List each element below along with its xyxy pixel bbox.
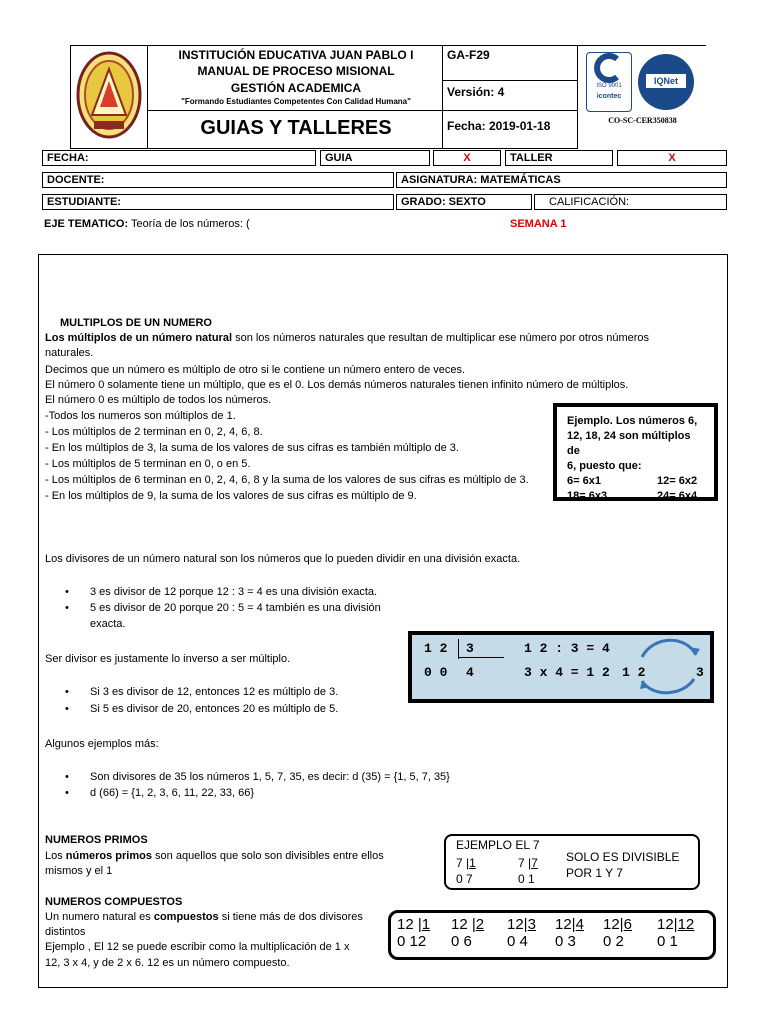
ex1-d: 24= 6x4 [657, 490, 698, 502]
mas-bullet-1: • Son divisores de 35 los números 1, 5, 7, 35, es decir: d (35) = {1, 5, 7, 35} [65, 771, 450, 783]
school-crest-logo [74, 49, 144, 145]
ex4-item-1: 12 |2 0 6 [451, 916, 485, 950]
ex3-r1-left: 7 |1 [456, 856, 476, 870]
divisores-intro: Los divisores de un número natural son los números que lo pueden dividir en una división exacta. [45, 553, 521, 565]
comp-line3: Ejemplo , El 12 se puede escribir como la multiplicación de 1 x [45, 941, 350, 953]
line-1: El número 0 solamente tiene un múltiplo, que es el 0. Los demás números naturales tienen infinito número de múltiplos. [45, 379, 629, 391]
primos-title: NUMEROS PRIMOS [45, 834, 148, 846]
institution-name: INSTITUCIÓN EDUCATIVA JUAN PABLO I [178, 48, 414, 62]
header-table [70, 45, 706, 149]
ex1-a: 6= 6x1 [567, 475, 601, 487]
ex2-b: 3 [466, 641, 474, 656]
eje-tematico [44, 217, 250, 231]
iqnet-logo [638, 54, 694, 110]
logo-cell [70, 45, 148, 149]
ex4-item-5: 12|12 0 1 [657, 916, 695, 950]
mas-ejemplos: Algunos ejemplos más: [45, 738, 159, 750]
title-divider [148, 110, 442, 111]
def-rest: son los números naturales que resultan de multiplicar ese número por otros números [232, 332, 650, 344]
icontec-swirl-icon [587, 53, 631, 83]
cert-cell [577, 45, 706, 149]
ex2-c: 0 0 [424, 665, 448, 680]
semana-label: SEMANA 1 [510, 218, 567, 230]
ex4-item-3: 12|4 0 3 [555, 916, 584, 950]
gestion-name: GESTIÓN ACADEMICA [230, 81, 362, 95]
title-cell [147, 45, 443, 149]
div-bullet-2: • 5 es divisor de 20 porque 20 : 5 = 4 también es una división [65, 602, 381, 614]
ex1-b: 12= 6x2 [657, 475, 698, 487]
guia-mark[interactable]: X [433, 150, 501, 166]
example-compuesto-box [388, 910, 716, 960]
icontec-iso-logo [586, 52, 632, 112]
primos-definition: Los números primos son aquellos que solo son divisibles entre ellos [45, 850, 384, 862]
ex3-r2-right: 0 1 [518, 872, 535, 886]
compuestos-title: NUMEROS COMPUESTOS [45, 896, 183, 908]
line-8: - En los múltiplos de 9, la suma de los valores de sus cifras es múltiplo de 9. [45, 490, 417, 502]
multiplos-title: MULTIPLOS DE UN NUMERO [60, 317, 212, 329]
line-7: - Los múltiplos de 6 terminan en 0, 2, 4, 6, 8 y la suma de los valores de sus cifras es múltiplo de 3. [45, 474, 529, 486]
example-multiplos-box [553, 403, 718, 501]
cycle-arrows-icon [634, 637, 704, 697]
div-bullet-1: • 3 es divisor de 12 porque 12 : 3 = 4 es una división exacta. [65, 586, 378, 598]
ex2-g: 1 2 [622, 665, 646, 680]
multiplos-definition [45, 331, 705, 346]
comp-line2: distintos [45, 926, 86, 938]
ex2-a: 1 2 [424, 641, 448, 656]
ex1-line2: 12, 18, 24 son múltiplos de [567, 430, 691, 457]
inv-bullet-2: • Si 5 es divisor de 20, entonces 20 es múltiplo de 5. [65, 703, 339, 715]
line-3: -Todos los numeros son múltiplos de 1. [45, 410, 236, 422]
iso-label: ISO 9001 [596, 83, 622, 89]
ex2-e: 1 2 : 3 = 4 [524, 641, 610, 656]
primos-line2: mismos y el 1 [45, 865, 113, 877]
fecha-field[interactable]: FECHA: [42, 150, 316, 166]
example-division-box [408, 631, 714, 703]
ex1-c: 18= 6x3 [567, 490, 608, 502]
inv-bullet-1: • Si 3 es divisor de 12, entonces 12 es múltiplo de 3. [65, 686, 339, 698]
guia-label: GUIA [320, 150, 430, 166]
taller-label: TALLER [505, 150, 613, 166]
ex3-solo1: SOLO ES DIVISIBLE [566, 850, 680, 864]
ex2-f: 3 x 4 = 1 2 [524, 665, 610, 680]
comp-line4: 12, 3 x 4, y de 2 x 6. 12 es un número compuesto. [45, 957, 290, 969]
ex1-line3: 6, puesto que: [567, 460, 642, 472]
doc-title: GUIAS Y TALLERES [200, 117, 392, 139]
inverso-text: Ser divisor es justamente lo inverso a ser múltiplo. [45, 653, 291, 665]
line-0: Decimos que un número es múltiplo de otro si le contiene un número entero de veces. [45, 364, 466, 376]
icontec-label: icontec [596, 93, 622, 100]
line-4: - Los múltiplos de 2 terminan en 0, 2, 4, 6, 8. [45, 426, 263, 438]
line-6: - Los múltiplos de 5 terminan en 0, o en 5. [45, 458, 251, 470]
code-cell: GA-F29 [442, 45, 578, 81]
ex4-item-4: 12|6 0 2 [603, 916, 632, 950]
date-cell: Fecha: 2019-01-18 [442, 110, 578, 149]
line-2: El número 0 es múltiplo de todos los números. [45, 394, 272, 406]
ex2-bracket-v [458, 639, 459, 659]
comp-bold: compuestos [153, 911, 219, 923]
ex3-r2-left: 0 7 [456, 872, 473, 886]
docente-field[interactable]: DOCENTE: [42, 172, 394, 188]
def-line2: naturales. [45, 347, 94, 359]
ex2-h: 3 [696, 665, 704, 680]
ex3-r1-right: 7 |7 [518, 856, 538, 870]
motto: "Formando Estudiantes Competentes Con Calidad Humana" [181, 97, 411, 106]
primos-bold: números primos [65, 850, 152, 862]
ex4-item-2: 12|3 0 4 [507, 916, 536, 950]
asignatura-field: ASIGNATURA: MATEMÁTICAS [396, 172, 727, 188]
def-bold: Los múltiplos de un número natural [45, 332, 233, 344]
version-cell: Versión: 4 [442, 80, 578, 111]
grado-field: GRADO: SEXTO [396, 194, 532, 210]
ex3-title: EJEMPLO EL 7 [456, 838, 540, 852]
ex2-bracket-h [458, 657, 504, 658]
ex3-solo2: POR 1 Y 7 [566, 866, 623, 880]
line-5: - En los múltiplos de 3, la suma de los valores de sus cifras es también múltiplo de 3. [45, 442, 459, 454]
eje-value: Teoría de los números: ( [128, 218, 250, 230]
calificacion-field[interactable]: CALIFICACIÓN: [534, 194, 727, 210]
comp-definition: Un numero natural es compuestos si tiene más de dos divisores [45, 911, 363, 923]
ex4-item-0: 12 |1 0 12 [397, 916, 431, 950]
cert-code: CO-SC-CER350838 [608, 116, 677, 125]
example-primo-box [444, 834, 700, 890]
iqnet-label: IQNet [646, 74, 686, 88]
mas-bullet-2: • d (66) = {1, 2, 3, 6, 11, 22, 33, 66} [65, 787, 255, 799]
div-bullet-2-cont: exacta. [90, 618, 126, 630]
manual-name: MANUAL DE PROCESO MISIONAL [197, 64, 395, 78]
ex2-d: 4 [466, 665, 474, 680]
ex1-line1: Ejemplo. Los números 6, [567, 415, 698, 427]
estudiante-field[interactable]: ESTUDIANTE: [42, 194, 394, 210]
taller-mark[interactable]: X [617, 150, 727, 166]
eje-label: EJE TEMATICO: [44, 218, 129, 230]
